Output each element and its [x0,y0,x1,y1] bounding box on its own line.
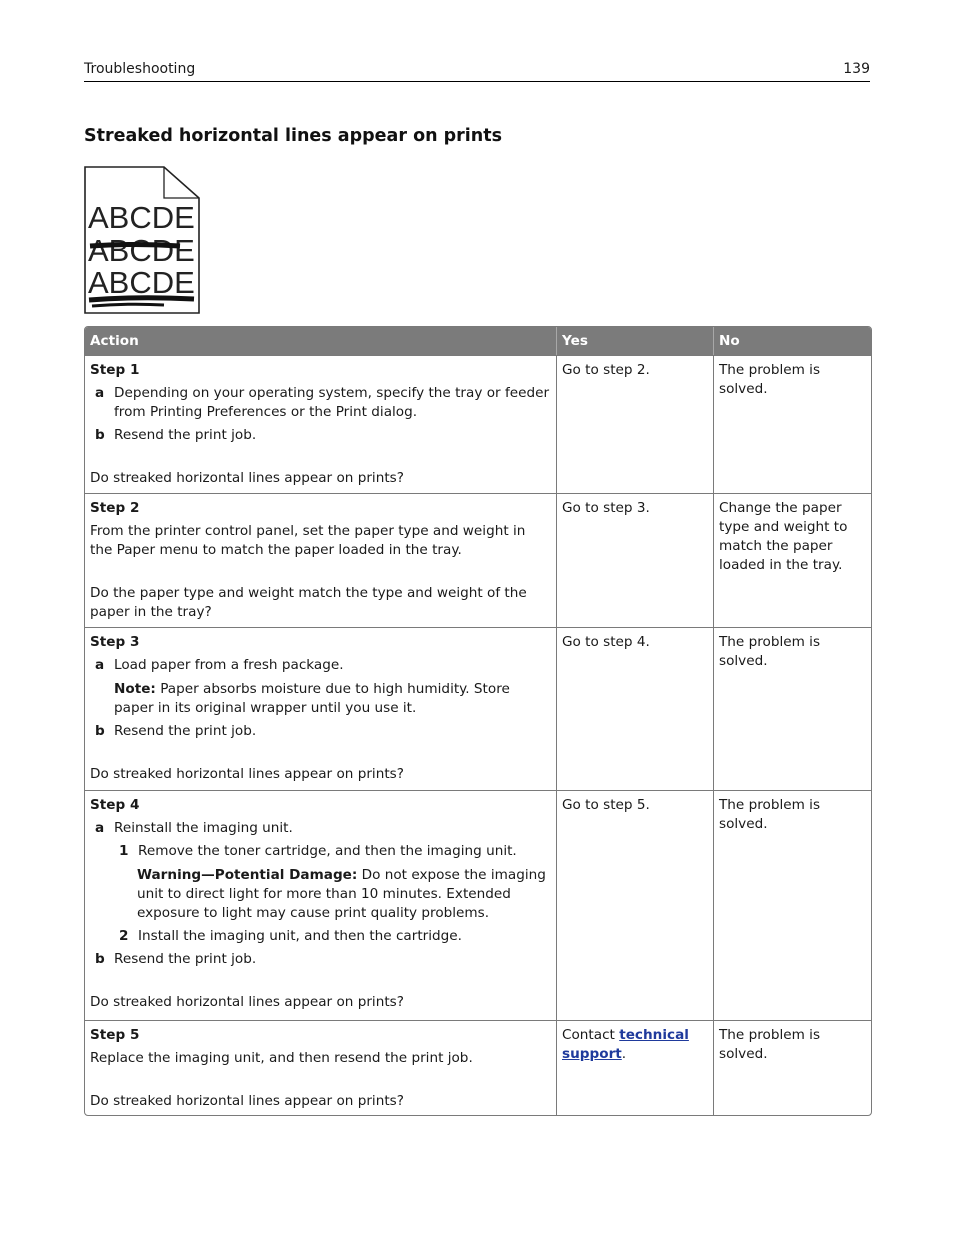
list-item: b Resend the print job. [95,427,257,443]
page-number: 139 [843,61,870,77]
step-question: Do streaked horizontal lines appear on prints? [90,470,404,486]
action-cell [85,494,556,627]
no-cell: The problem is solved. [713,628,871,790]
yes-cell: Go to step 5. [556,791,713,1020]
no-cell: The problem is solved. [713,791,871,1020]
table-row [85,1020,871,1115]
streak-line-3 [92,304,164,306]
step-label: Step 2 [90,500,140,516]
step-label: Step 4 [90,797,140,813]
table-row [85,493,871,627]
yes-cell: Go to step 3. [556,494,713,627]
warning: Warning—Potential Damage: Do not expose the imaging unit to direct light for more than 10 minutes. Extended exposure to light may cause print quality problems. [137,867,546,921]
step-question: Do streaked horizontal lines appear on prints? [90,1093,404,1109]
troubleshooting-table [84,326,872,1116]
streaked-lines-illustration [84,166,200,314]
yes-cell: Go to step 2. [556,356,713,493]
list-item: 1 Remove the toner cartridge, and then the imaging unit. [119,843,517,859]
sample-text-line-2: ABCDE [88,233,195,268]
yes-cell: Go to step 4. [556,628,713,790]
step-text: From the printer control panel, set the paper type and weight in the Paper menu to match the paper loaded in the tray. [90,523,526,558]
action-cell [85,628,556,790]
step-question: Do streaked horizontal lines appear on prints? [90,766,404,782]
column-header-yes: Yes [556,327,713,355]
table-row [85,355,871,493]
list-item: a Depending on your operating system, specify the tray or feeder from Printing Preferences or the Print dialog. [95,385,550,420]
yes-cell: Contact technical support. [556,1021,713,1115]
table-row [85,790,871,1020]
sample-text-line-3: ABCDE [88,265,195,300]
page-header [84,60,870,82]
list-item: b Resend the print job. [95,723,257,739]
action-cell [85,791,556,1020]
streak-line-2 [89,298,194,300]
no-cell: The problem is solved. [713,356,871,493]
column-header-no: No [713,327,871,355]
list-item: a Load paper from a fresh package. [95,657,344,673]
column-header-action: Action [90,333,139,349]
note: Note: Paper absorbs moisture due to high humidity. Store paper in its original wrapper until you use it. [114,681,510,716]
step-question: Do streaked horizontal lines appear on prints? [90,994,404,1010]
sample-text-line-1: ABCDE [88,200,195,235]
table-header-row [85,327,871,355]
section-name: Troubleshooting [84,61,196,77]
step-label: Step 5 [90,1027,140,1043]
step-text: Replace the imaging unit, and then resend the print job. [90,1050,473,1066]
no-cell: Change the paper type and weight to match the paper loaded in the tray. [713,494,871,627]
table-row [85,627,871,790]
page-title: Streaked horizontal lines appear on prints [84,126,503,146]
step-label: Step 1 [90,362,140,378]
list-item: 2 Install the imaging unit, and then the cartridge. [119,928,462,944]
list-item: a Reinstall the imaging unit. [95,820,293,836]
step-question: Do the paper type and weight match the type and weight of the paper in the tray? [90,585,527,620]
list-item: b Resend the print job. [95,951,257,967]
technical-support-link[interactable]: technical support [562,1027,689,1062]
no-cell: The problem is solved. [713,1021,871,1115]
action-cell [85,1021,556,1115]
step-label: Step 3 [90,634,140,650]
action-cell [85,356,556,493]
streak-line-1 [90,245,180,247]
